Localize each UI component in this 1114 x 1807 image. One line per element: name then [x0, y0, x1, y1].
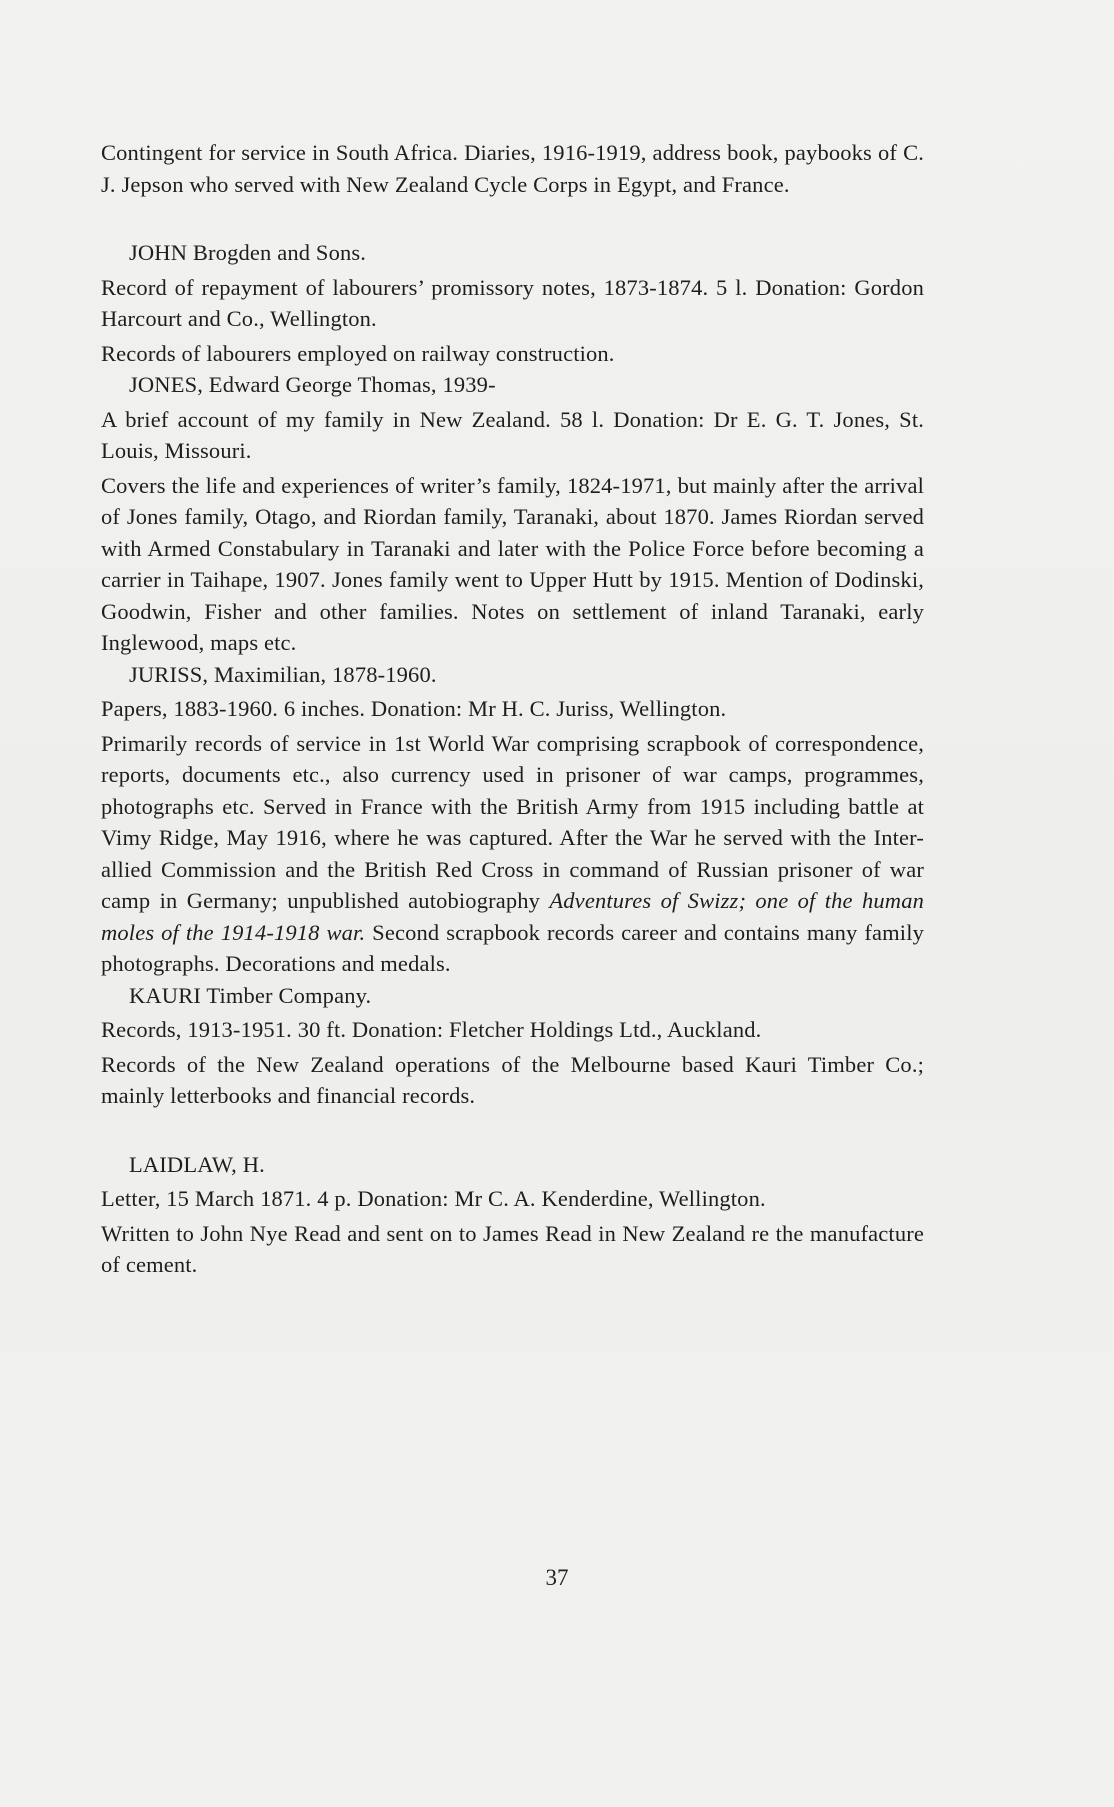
entry-details-john: Record of repayment of labourers’ promissory notes, 1873-1874. 5 l. Donation: Gordon Harcourt and Co., Wellington. [101, 274, 924, 331]
entry-heading-john: JOHN Brogden and Sons. [129, 240, 367, 265]
entry-description-jones: Covers the life and experiences of writer’s family, 1824-1971, but mainly after the arrival of Jones family, Otago, and Riordan family, Taranaki, about 1870. James Riordan served with Armed Constabulary in Taranaki and later with the Police Force before becoming a carrier in Taihape, 1907. Jones family went to Upper Hutt by 1915. Mention of Dodinski, Goodwin, Fisher and other families. Notes on settlement of inland Taranaki, early Inglewood, maps etc. [101, 472, 924, 655]
entry-description-kauri: Records of the New Zealand operations of the Melbourne based Kauri Timber Co.; mainly letterbooks and financial records. [101, 1051, 924, 1108]
entry-description-laidlaw: Written to John Nye Read and sent on to James Read in New Zealand re the manufacture of cement. [101, 1220, 924, 1277]
juriss-autobiography-title: Adventures of Swizz; one of the human moles of the 1914-1918 war. [101, 888, 924, 945]
intro-paragraph: Contingent for service in South Africa. Diaries, 1916-1919, address book, paybooks of C. J. Jepson who served with New Zealand Cycle Corps in Egypt, and France. [101, 140, 924, 197]
entry-details-juriss: Papers, 1883-1960. 6 inches. Donation: Mr H. C. Juriss, Wellington. [101, 696, 727, 721]
entry-heading-juriss: JURISS, Maximilian, 1878-1960. [129, 661, 437, 687]
entry-details-laidlaw: Letter, 15 March 1871. 4 p. Donation: Mr C. A. Kenderdine, Wellington. [101, 1186, 766, 1211]
entry-heading-jones: JONES, Edward George Thomas, 1939- [129, 372, 496, 397]
entry-description-juriss [101, 728, 924, 980]
entry-details-jones: A brief account of my family in New Zealand. 58 l. Donation: Dr E. G. T. Jones, St. Louis, Missouri. [101, 406, 924, 463]
juriss-description-text-1: Primarily records of service in 1st World War comprising scrapbook of correspondence, reports, documents etc., also currency used in prisoner of war camps, programmes, photographs etc. Served in France with the British Army from 1915 including battle at Vimy Ridge, May 1916, where he was captured. After the War he served with the Inter-allied Commission and the British Red Cross in command of Russian prisoner of war camp in Germany; unpublished autobiography [101, 730, 924, 913]
juriss-description-text-2: Second scrapbook records career and contains many family photographs. Decorations and medals. [101, 919, 924, 976]
entry-heading-laidlaw: LAIDLAW, H. [129, 1151, 265, 1177]
entry-heading-kauri: KAURI Timber Company. [129, 982, 372, 1008]
entry-description-john: Records of labourers employed on railway construction. [101, 340, 615, 366]
page-number: 37 [545, 1565, 569, 1590]
text-body [101, 137, 924, 1281]
entry-details-kauri: Records, 1913-1951. 30 ft. Donation: Fletcher Holdings Ltd., Auckland. [101, 1017, 762, 1042]
